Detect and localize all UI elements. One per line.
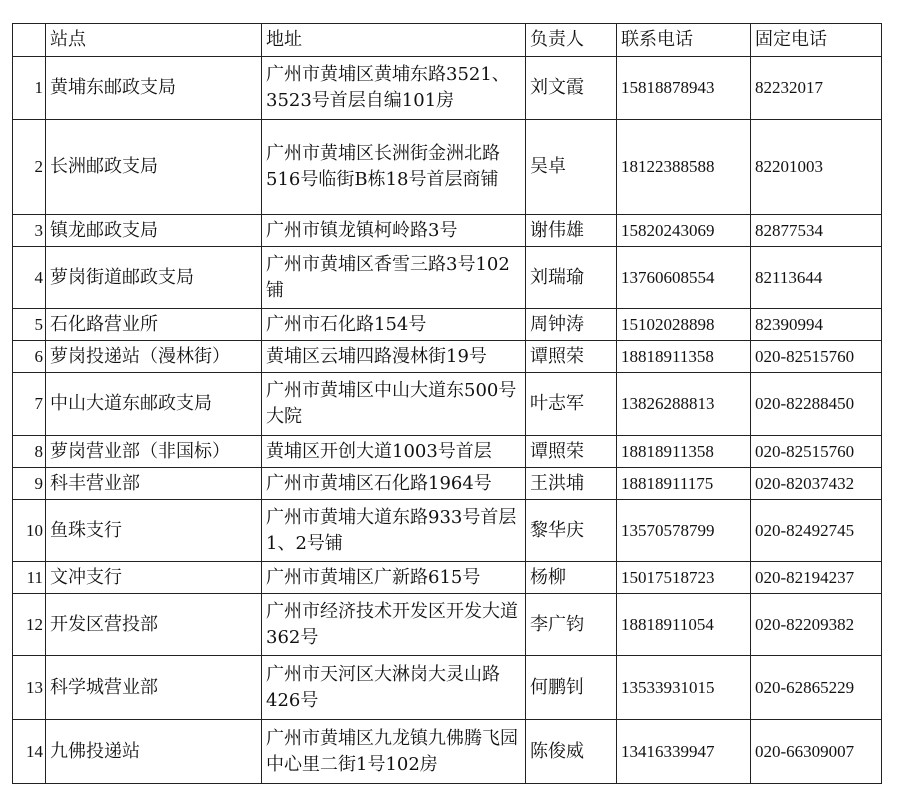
site-address: 广州市黄埔区香雪三路3号102铺 xyxy=(262,247,526,309)
site-name: 萝岗投递站（漫林街） xyxy=(46,341,262,373)
contact-person: 叶志军 xyxy=(526,373,617,436)
header-index xyxy=(13,24,46,57)
landline-number: 82232017 xyxy=(751,57,882,120)
site-name: 九佛投递站 xyxy=(46,720,262,784)
contact-person: 谭照荣 xyxy=(526,341,617,373)
header-address: 地址 xyxy=(262,24,526,57)
header-site: 站点 xyxy=(46,24,262,57)
site-address: 广州市天河区大淋岗大灵山路426号 xyxy=(262,656,526,720)
contact-person: 王洪埔 xyxy=(526,468,617,500)
site-name: 萝岗街道邮政支局 xyxy=(46,247,262,309)
site-address: 广州市石化路154号 xyxy=(262,309,526,341)
site-name: 鱼珠支行 xyxy=(46,500,262,562)
table-body xyxy=(13,57,882,784)
row-index: 12 xyxy=(13,594,46,656)
site-name: 长洲邮政支局 xyxy=(46,120,262,215)
table-row xyxy=(13,436,882,468)
table-row xyxy=(13,341,882,373)
site-address: 广州市镇龙镇柯岭路3号 xyxy=(262,215,526,247)
mobile-number: 15102028898 xyxy=(617,309,751,341)
site-name: 萝岗营业部（非国标） xyxy=(46,436,262,468)
landline-number: 82390994 xyxy=(751,309,882,341)
table-row xyxy=(13,309,882,341)
table-row xyxy=(13,500,882,562)
site-address: 广州市黄埔区九龙镇九佛腾飞园中心里二街1号102房 xyxy=(262,720,526,784)
mobile-number: 15017518723 xyxy=(617,562,751,594)
row-index: 8 xyxy=(13,436,46,468)
row-index: 5 xyxy=(13,309,46,341)
site-name: 中山大道东邮政支局 xyxy=(46,373,262,436)
landline-number: 020-82515760 xyxy=(751,341,882,373)
contact-person: 周钟涛 xyxy=(526,309,617,341)
mobile-number: 15818878943 xyxy=(617,57,751,120)
postal-sites-table xyxy=(12,23,882,784)
row-index: 6 xyxy=(13,341,46,373)
contact-person: 何鹏钊 xyxy=(526,656,617,720)
mobile-number: 18818911054 xyxy=(617,594,751,656)
landline-number: 82201003 xyxy=(751,120,882,215)
header-landline: 固定电话 xyxy=(751,24,882,57)
mobile-number: 15820243069 xyxy=(617,215,751,247)
table-header-row xyxy=(13,24,882,57)
contact-person: 刘瑞瑜 xyxy=(526,247,617,309)
site-address: 广州市黄埔大道东路933号首层1、2号铺 xyxy=(262,500,526,562)
mobile-number: 13760608554 xyxy=(617,247,751,309)
table-row xyxy=(13,562,882,594)
contact-person: 吴卓 xyxy=(526,120,617,215)
row-index: 13 xyxy=(13,656,46,720)
landline-number: 020-82194237 xyxy=(751,562,882,594)
table-row xyxy=(13,247,882,309)
landline-number: 82113644 xyxy=(751,247,882,309)
table-row xyxy=(13,373,882,436)
row-index: 4 xyxy=(13,247,46,309)
landline-number: 020-82037432 xyxy=(751,468,882,500)
row-index: 3 xyxy=(13,215,46,247)
site-name: 石化路营业所 xyxy=(46,309,262,341)
mobile-number: 13570578799 xyxy=(617,500,751,562)
table-row xyxy=(13,656,882,720)
table-row xyxy=(13,120,882,215)
row-index: 14 xyxy=(13,720,46,784)
table-row xyxy=(13,215,882,247)
landline-number: 020-82209382 xyxy=(751,594,882,656)
mobile-number: 13416339947 xyxy=(617,720,751,784)
mobile-number: 18818911358 xyxy=(617,436,751,468)
table-row xyxy=(13,468,882,500)
row-index: 2 xyxy=(13,120,46,215)
site-name: 黄埔东邮政支局 xyxy=(46,57,262,120)
row-index: 7 xyxy=(13,373,46,436)
contact-person: 谭照荣 xyxy=(526,436,617,468)
site-address: 黄埔区开创大道1003号首层 xyxy=(262,436,526,468)
site-address: 广州市黄埔区长洲街金洲北路516号临街B栋18号首层商铺 xyxy=(262,120,526,215)
landline-number: 020-82288450 xyxy=(751,373,882,436)
contact-person: 刘文霞 xyxy=(526,57,617,120)
row-index: 11 xyxy=(13,562,46,594)
site-address: 黄埔区云埔四路漫林街19号 xyxy=(262,341,526,373)
mobile-number: 13533931015 xyxy=(617,656,751,720)
row-index: 9 xyxy=(13,468,46,500)
site-name: 镇龙邮政支局 xyxy=(46,215,262,247)
mobile-number: 18818911358 xyxy=(617,341,751,373)
site-name: 文冲支行 xyxy=(46,562,262,594)
site-name: 科学城营业部 xyxy=(46,656,262,720)
header-contact-person: 负责人 xyxy=(526,24,617,57)
table-row xyxy=(13,594,882,656)
landline-number: 82877534 xyxy=(751,215,882,247)
site-name: 开发区营投部 xyxy=(46,594,262,656)
contact-person: 陈俊威 xyxy=(526,720,617,784)
row-index: 1 xyxy=(13,57,46,120)
contact-person: 李广钧 xyxy=(526,594,617,656)
mobile-number: 18818911175 xyxy=(617,468,751,500)
mobile-number: 18122388588 xyxy=(617,120,751,215)
contact-person: 杨柳 xyxy=(526,562,617,594)
site-address: 广州市经济技术开发区开发大道362号 xyxy=(262,594,526,656)
site-address: 广州市黄埔区石化路1964号 xyxy=(262,468,526,500)
contact-person: 黎华庆 xyxy=(526,500,617,562)
contact-person: 谢伟雄 xyxy=(526,215,617,247)
site-address: 广州市黄埔区中山大道东500号大院 xyxy=(262,373,526,436)
row-index: 10 xyxy=(13,500,46,562)
site-name: 科丰营业部 xyxy=(46,468,262,500)
table-row xyxy=(13,57,882,120)
landline-number: 020-62865229 xyxy=(751,656,882,720)
landline-number: 020-82515760 xyxy=(751,436,882,468)
landline-number: 020-82492745 xyxy=(751,500,882,562)
header-mobile: 联系电话 xyxy=(617,24,751,57)
site-address: 广州市黄埔区黄埔东路3521、3523号首层自编101房 xyxy=(262,57,526,120)
mobile-number: 13826288813 xyxy=(617,373,751,436)
table-row xyxy=(13,720,882,784)
landline-number: 020-66309007 xyxy=(751,720,882,784)
site-address: 广州市黄埔区广新路615号 xyxy=(262,562,526,594)
